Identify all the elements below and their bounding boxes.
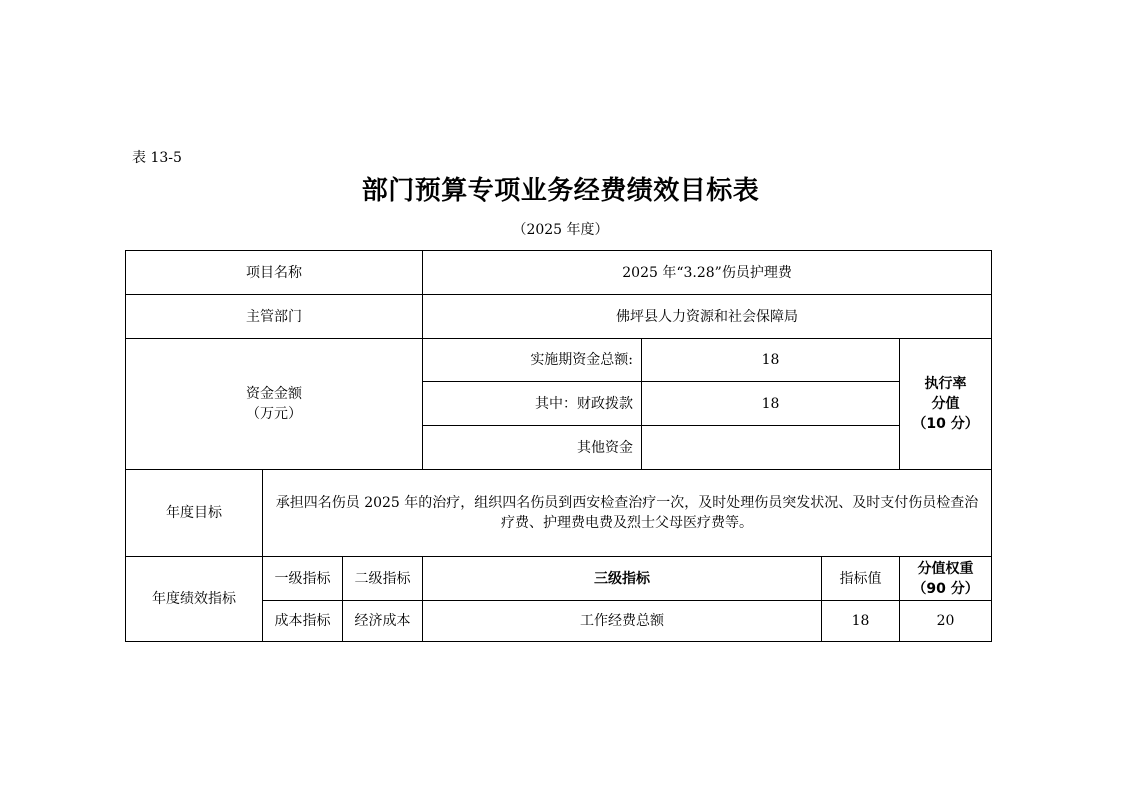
header-level3: 三级指标 [423, 557, 822, 601]
indicator-level3: 工作经费总额 [423, 601, 822, 642]
execution-rate-cell [900, 339, 992, 470]
annual-goal-text: 承担四名伤员 2025 年的治疗，组织四名伤员到西安检查治疗一次，及时处理伤员突发状况、及时支付伤员检查治疗费、护理费电费及烈士父母医疗费等。 [263, 470, 992, 557]
table-number: 表 13-5 [132, 150, 182, 166]
indicator-level1: 成本指标 [263, 601, 343, 642]
performance-target-table [125, 250, 992, 642]
other-fund-value [642, 426, 900, 470]
annual-goal-label: 年度目标 [126, 470, 263, 557]
page-title: 部门预算专项业务经费绩效目标表 [361, 176, 760, 206]
indicator-value: 18 [822, 601, 900, 642]
other-fund-label: 其他资金 [423, 426, 642, 470]
fiscal-fund-value: 18 [642, 382, 900, 426]
header-weight-line2: （90 分） [912, 580, 979, 597]
page-subtitle: （2025 年度） [512, 222, 609, 238]
execution-rate-line2: 分值 [931, 396, 960, 412]
indicator-level2: 经济成本 [343, 601, 423, 642]
header-level1: 一级指标 [263, 557, 343, 601]
department-label: 主管部门 [126, 295, 423, 339]
row-project-name [126, 251, 992, 295]
row-annual-goal [126, 470, 992, 557]
fund-amount-cell [126, 339, 423, 470]
indicator-section-label: 年度绩效指标 [126, 557, 263, 642]
header-level2: 二级指标 [343, 557, 423, 601]
project-name-value: 2025 年“3.28”伤员护理费 [423, 251, 992, 295]
row-department [126, 295, 992, 339]
indicator-weight: 20 [900, 601, 992, 642]
row-fund-total [126, 339, 992, 382]
row-indicator-headers [126, 557, 992, 601]
execution-rate-line3: （10 分） [912, 416, 979, 432]
project-name-label: 项目名称 [126, 251, 423, 295]
fiscal-fund-label: 其中：财政拨款 [423, 382, 642, 426]
header-weight [900, 557, 992, 601]
total-fund-value: 18 [642, 339, 900, 382]
fund-amount-label: 资金金额 [246, 386, 303, 402]
header-value: 指标值 [822, 557, 900, 601]
fund-amount-unit: （万元） [246, 406, 303, 422]
department-value: 佛坪县人力资源和社会保障局 [423, 295, 992, 339]
total-fund-label: 实施期资金总额: [423, 339, 642, 382]
execution-rate-line1: 执行率 [924, 376, 967, 392]
header-weight-line1: 分值权重 [917, 560, 974, 577]
